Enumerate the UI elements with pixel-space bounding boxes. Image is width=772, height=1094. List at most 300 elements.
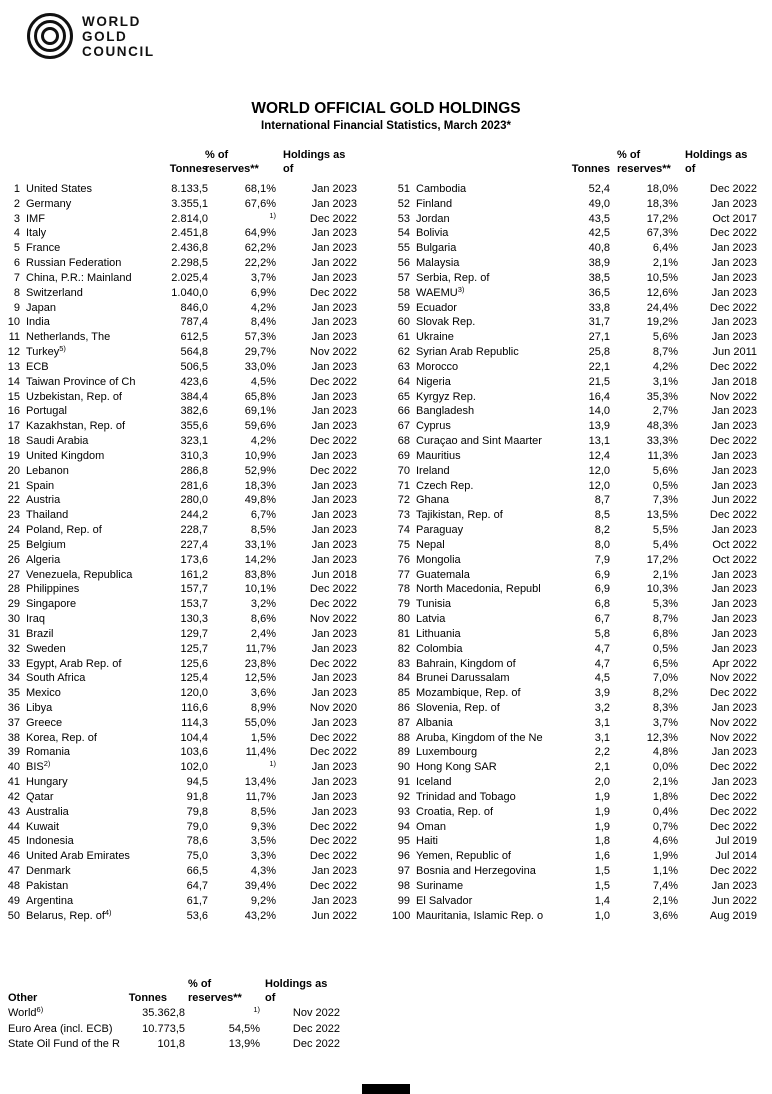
table-row [392, 879, 757, 894]
country-name: Guatemala [416, 568, 470, 581]
table-row [392, 731, 757, 746]
footnote-marker: 1) [253, 1005, 260, 1014]
country-name: Mongolia [416, 553, 461, 566]
rank-cell: 69 [397, 449, 410, 462]
table-row [392, 360, 757, 375]
tonnes-value: 5,8 [594, 627, 610, 640]
pct-header-line2: reserves** [617, 163, 671, 175]
tonnes-value: 35.362,8 [142, 1007, 185, 1019]
asof-value: Dec 2022 [309, 435, 357, 448]
other-col-header-pct [188, 977, 242, 1005]
table-row [392, 716, 757, 731]
pct-reserves-value: 83,8% [244, 568, 276, 581]
asof-value: Jan 2023 [311, 271, 357, 284]
tonnes-value: 33,8 [588, 301, 610, 314]
table-row [392, 686, 757, 701]
table-row [392, 315, 757, 330]
pct-reserves-value: 18,3% [244, 479, 276, 492]
rank-cell: 25 [7, 538, 20, 551]
asof-value: Dec 2022 [309, 286, 357, 299]
asof-value: Jan 2023 [711, 642, 757, 655]
pct-reserves-value: 11,3% [647, 449, 678, 462]
tonnes-value: 104,4 [180, 731, 208, 744]
table-row [392, 182, 757, 197]
rank-cell: 27 [7, 568, 20, 581]
country-name: Netherlands, The [26, 331, 111, 344]
tonnes-value: 310,3 [180, 449, 208, 462]
asof-value: Jun 2022 [711, 494, 757, 507]
pct-reserves-value: 33,1% [244, 538, 276, 551]
asof-value: Jan 2023 [711, 879, 757, 892]
rank-cell: 62 [397, 346, 410, 359]
country-name: El Salvador [416, 894, 473, 907]
country-name: Spain [26, 479, 55, 492]
table-row [392, 197, 757, 212]
tonnes-value: 3,2 [594, 701, 610, 714]
rank-cell: 64 [397, 375, 410, 388]
table-row [392, 256, 757, 271]
rank-cell: 9 [13, 301, 20, 314]
country-name: Aruba, Kingdom of the Ne [416, 731, 543, 744]
tonnes-value: 94,5 [186, 776, 208, 789]
country-name: Algeria [26, 553, 61, 566]
pct-reserves-value: 55,0% [244, 716, 276, 729]
pct-reserves-value: 3,2% [250, 598, 276, 611]
pct-reserves-value: 6,8% [652, 627, 678, 640]
rank-cell: 56 [397, 257, 410, 270]
tonnes-value: 8,0 [594, 538, 610, 551]
table-row [4, 197, 357, 212]
asof-value: Dec 2022 [292, 1022, 340, 1035]
pct-reserves-value: 67,6% [244, 197, 276, 210]
country-name: ECB [26, 360, 49, 373]
pct-reserves-value: 11,7% [245, 790, 276, 803]
table-row [392, 820, 757, 835]
asof-value: Jan 2023 [711, 271, 757, 284]
country-name: Kazakhstan, Rep. of [26, 420, 126, 433]
country-name: BIS$^{2)}$ [26, 760, 51, 774]
asof-value: Jan 2023 [311, 449, 357, 462]
tonnes-value: 228,7 [180, 524, 208, 537]
asof-value: Nov 2022 [709, 672, 757, 685]
asof-value: Jan 2023 [311, 494, 357, 507]
rank-cell: 52 [397, 197, 410, 210]
tonnes-value: 103,6 [180, 746, 208, 759]
country-name: Morocco [416, 360, 459, 373]
table-row [392, 790, 757, 805]
asof-value: Jan 2023 [311, 761, 357, 774]
col-header-pct-left [205, 148, 259, 176]
rank-cell: 50 [7, 909, 20, 922]
table-row [4, 226, 357, 241]
country-name: Belarus, Rep. of$^{4)}$ [26, 908, 112, 922]
tonnes-value: 1,9 [594, 805, 610, 818]
table-row [392, 849, 757, 864]
asof-value: Jan 2023 [311, 316, 357, 329]
pct-reserves-value: 13,9% [228, 1038, 260, 1051]
rank-cell: 51 [397, 183, 410, 195]
asof-value: Jan 2023 [311, 865, 357, 878]
table-row [4, 597, 357, 612]
tonnes-value: 101,8 [157, 1038, 185, 1051]
asof-header-line1: Holdings as [685, 149, 748, 161]
rank-cell: 39 [7, 746, 20, 759]
pct-reserves-value: 23,8% [244, 657, 276, 670]
tonnes-value: 384,4 [180, 390, 208, 403]
table-row [4, 760, 357, 775]
tonnes-value: 382,6 [180, 405, 208, 418]
country-name: Germany [26, 197, 72, 210]
tonnes-value: 129,7 [180, 627, 208, 640]
rank-cell: 82 [397, 642, 410, 655]
pct-reserves-value: 8,7% [652, 613, 678, 626]
asof-value: Dec 2022 [709, 435, 757, 448]
asof-value: Dec 2022 [309, 583, 357, 596]
tonnes-value: 281,6 [180, 479, 208, 492]
table-row [392, 286, 757, 301]
rank-cell: 65 [397, 390, 410, 403]
country-name: Syrian Arab Republic [416, 346, 519, 359]
country-name: Mexico [26, 687, 61, 700]
country-name: Poland, Rep. of [26, 524, 102, 537]
asof-value: Jan 2023 [311, 197, 357, 210]
pct-reserves-value: 4,5% [250, 375, 276, 388]
asof-value: Jun 2018 [311, 568, 357, 581]
tonnes-value: 31,7 [588, 316, 610, 329]
pct-reserves-value: 8,2% [652, 687, 678, 700]
pct-reserves-value: 33,0% [244, 360, 276, 373]
other-section-label: Other [8, 992, 38, 1004]
rank-cell: 54 [397, 227, 410, 240]
rank-cell: 11 [8, 331, 20, 344]
rank-cell: 28 [7, 583, 20, 596]
asof-value: Dec 2022 [309, 879, 357, 892]
rank-cell: 20 [7, 464, 20, 477]
footnote-marker: 5) [59, 345, 66, 354]
page-indicator-bar [362, 1084, 410, 1094]
country-name: Switzerland [26, 286, 83, 299]
other-col-header-asof [265, 977, 327, 1005]
tonnes-value: 49,0 [588, 197, 610, 210]
pct-reserves-value: 35,3% [646, 390, 678, 403]
tonnes-value: 10.773,5 [142, 1022, 185, 1035]
asof-value: Jan 2023 [311, 805, 357, 818]
pct-header-line2: reserves** [188, 992, 242, 1004]
table-row [4, 657, 357, 672]
asof-value: Dec 2022 [309, 731, 357, 744]
world-gold-council-logo [27, 13, 155, 59]
rank-cell: 80 [397, 613, 410, 626]
pct-reserves-value: 67,3% [646, 227, 678, 240]
tonnes-value: 3,1 [594, 716, 610, 729]
asof-header-line1: Holdings as [265, 978, 328, 990]
table-row [4, 493, 357, 508]
table-row [392, 493, 757, 508]
country-name: Suriname [416, 879, 464, 892]
asof-value: Nov 2022 [709, 390, 757, 403]
table-row [392, 582, 757, 597]
country-name: Iceland [416, 776, 452, 789]
country-name: Bahrain, Kingdom of [416, 657, 516, 670]
page-title: WORLD OFFICIAL GOLD HOLDINGS [251, 100, 521, 117]
tonnes-value: 3,1 [594, 731, 610, 744]
country-name: North Macedonia, Republ [416, 583, 541, 596]
pct-reserves-value: 17,2% [646, 212, 678, 225]
asof-value: Jan 2023 [711, 464, 757, 477]
asof-value: Jan 2023 [711, 598, 757, 611]
rank-cell: 87 [397, 716, 410, 729]
pct-reserves-value: 0,0% [652, 761, 678, 774]
pct-reserves-value [208, 212, 276, 227]
country-name: Ecuador [416, 301, 457, 314]
tonnes-value: 21,5 [588, 375, 610, 388]
pct-reserves-value: 68,1% [244, 183, 276, 195]
country-name: Bolivia [416, 227, 449, 240]
asof-value: Jan 2023 [711, 286, 757, 299]
country-name: Cyprus [416, 420, 451, 433]
rank-cell: 45 [7, 835, 20, 848]
country-name: Pakistan [26, 879, 69, 892]
wgc-rings-icon [27, 13, 73, 59]
tonnes-value: 3.355,1 [171, 197, 208, 210]
logo-line-2: GOLD [82, 28, 128, 44]
asof-value: Dec 2022 [309, 835, 357, 848]
asof-value: Jan 2023 [311, 524, 357, 537]
country-name: Trinidad and Tobago [416, 790, 516, 803]
table-row [4, 909, 357, 924]
country-name: Hungary [26, 776, 68, 789]
rank-cell: 59 [397, 301, 410, 314]
footnote-marker: 1) [269, 759, 276, 769]
asof-value: Jan 2023 [711, 627, 757, 640]
rank-cell: 60 [397, 316, 410, 329]
rank-cell: 79 [397, 598, 410, 611]
table-row [8, 1022, 340, 1038]
asof-value: Jan 2023 [311, 227, 357, 240]
asof-value: Dec 2022 [709, 865, 757, 878]
table-row [4, 538, 357, 553]
pct-reserves-value: 12,3% [646, 731, 678, 744]
tonnes-value: 125,7 [180, 642, 208, 655]
rank-cell: 48 [7, 879, 20, 892]
country-name: Ireland [416, 464, 450, 477]
table-row [4, 434, 357, 449]
rank-cell: 100 [392, 909, 411, 922]
col-header-asof-left [283, 148, 345, 176]
table-row [4, 701, 357, 716]
asof-value: Jan 2023 [311, 687, 357, 700]
table-row [4, 271, 357, 286]
rank-cell: 41 [7, 776, 20, 789]
country-name: Australia [26, 805, 69, 818]
rank-cell: 18 [7, 435, 20, 448]
tonnes-value: 6,9 [594, 583, 610, 596]
asof-value: Nov 2022 [309, 346, 357, 359]
logo-line-3: COUNCIL [82, 43, 155, 59]
asof-value: Jan 2023 [711, 331, 757, 344]
asof-value: Jan 2023 [711, 524, 757, 537]
country-name: South Africa [26, 672, 86, 685]
asof-value: Nov 2020 [309, 701, 357, 714]
tonnes-value: 153,7 [180, 598, 208, 611]
table-row [4, 315, 357, 330]
rank-cell: 3 [13, 212, 20, 225]
pct-reserves-value: 48,3% [646, 420, 678, 433]
pct-reserves-value: 2,7% [652, 405, 678, 418]
tonnes-value: 14,0 [588, 405, 610, 418]
tonnes-value: 2.814,0 [171, 212, 208, 225]
table-row [4, 479, 357, 494]
rank-cell: 37 [7, 716, 20, 729]
asof-value: Oct 2022 [712, 553, 757, 566]
tonnes-value: 40,8 [588, 242, 610, 255]
country-name: India [26, 316, 50, 329]
holdings-table-left [4, 182, 357, 923]
asof-value: Jan 2023 [311, 479, 357, 492]
table-row [4, 879, 357, 894]
pct-reserves-value: 8,6% [250, 613, 276, 626]
logo-line-1: WORLD [82, 13, 141, 29]
tonnes-value: 846,0 [180, 301, 208, 314]
country-name: Nigeria [416, 375, 451, 388]
tonnes-value: 280,0 [180, 494, 208, 507]
rank-cell: 4 [13, 227, 20, 240]
tonnes-value: 13,1 [588, 435, 610, 448]
col-header-pct-right [617, 148, 671, 176]
pct-reserves-value: 49,8% [244, 494, 276, 507]
asof-value: Jan 2023 [711, 479, 757, 492]
asof-value: Nov 2022 [709, 731, 757, 744]
asof-value: Dec 2022 [309, 212, 357, 225]
country-name: Luxembourg [416, 746, 478, 759]
country-name: Italy [26, 227, 47, 240]
rank-cell: 74 [397, 524, 410, 537]
rank-cell: 17 [7, 420, 20, 433]
country-name: United Kingdom [26, 449, 105, 462]
tonnes-value: 53,6 [186, 909, 208, 922]
pct-reserves-value: 17,2% [646, 553, 678, 566]
tonnes-value: 8.133,5 [171, 183, 208, 195]
asof-value: Dec 2022 [309, 464, 357, 477]
asof-value: Jun 2011 [712, 346, 757, 359]
pct-reserves-value: 69,1% [244, 405, 276, 418]
asof-value: Jan 2023 [311, 642, 357, 655]
asof-value: Jan 2023 [711, 316, 757, 329]
country-name: Taiwan Province of Ch [26, 375, 136, 388]
rank-cell: 24 [7, 524, 20, 537]
rank-cell: 58 [397, 286, 410, 299]
rank-cell: 35 [7, 687, 20, 700]
table-row [392, 508, 757, 523]
table-row [392, 568, 757, 583]
pct-reserves-value [208, 760, 276, 775]
country-name: Tajikistan, Rep. of [416, 509, 503, 522]
asof-value: Jan 2023 [311, 538, 357, 551]
tonnes-value: 130,3 [180, 613, 208, 626]
footnote-marker: 2) [43, 760, 51, 769]
asof-value: Dec 2022 [292, 1038, 340, 1051]
country-name: Greece [26, 716, 63, 729]
rank-cell: 44 [7, 820, 20, 833]
pct-reserves-value: 4,2% [250, 435, 276, 448]
asof-value: Jan 2023 [711, 568, 757, 581]
rank-cell: 99 [397, 894, 410, 907]
table-row [4, 775, 357, 790]
country-name: Malaysia [416, 257, 460, 270]
tonnes-value: 2.025,4 [171, 271, 208, 284]
table-row [4, 523, 357, 538]
rank-cell: 13 [7, 360, 20, 373]
table-row [4, 553, 357, 568]
country-name: Indonesia [26, 835, 74, 848]
country-name: Curaçao and Sint Maarter [416, 435, 542, 448]
pct-reserves-value: 18,3% [646, 197, 678, 210]
table-row [392, 553, 757, 568]
rank-cell: 85 [397, 687, 410, 700]
rank-cell: 38 [7, 731, 20, 744]
table-row [4, 286, 357, 301]
country-name: Slovak Rep. [416, 316, 476, 329]
table-row [4, 390, 357, 405]
pct-reserves-value: 14,2% [244, 553, 276, 566]
tonnes-value: 64,7 [186, 879, 208, 892]
table-row [4, 345, 357, 360]
tonnes-value: 1,5 [594, 879, 610, 892]
country-name: Bulgaria [416, 242, 457, 255]
country-name: Hong Kong SAR [416, 761, 497, 774]
rank-cell: 78 [397, 583, 410, 596]
table-row [392, 894, 757, 909]
table-row [4, 627, 357, 642]
asof-value: Aug 2019 [709, 909, 757, 922]
pct-reserves-value: 7,4% [652, 879, 678, 892]
pct-header-line1: % of [617, 149, 641, 161]
footnote-marker: 6) [36, 1006, 44, 1014]
rank-cell: 19 [7, 449, 20, 462]
pct-reserves-value: 11,4% [245, 746, 276, 759]
country-name: Thailand [26, 509, 69, 522]
pct-reserves-value: 6,9% [250, 286, 276, 299]
rank-cell: 94 [397, 820, 410, 833]
country-name: China, P.R.: Mainland [26, 271, 132, 284]
rank-cell: 5 [13, 242, 20, 255]
country-name: Albania [416, 716, 453, 729]
rank-cell: 92 [397, 790, 410, 803]
pct-reserves-value: 6,5% [652, 657, 678, 670]
tonnes-value: 13,9 [588, 420, 610, 433]
tonnes-value: 116,6 [181, 701, 208, 714]
tonnes-value: 787,4 [180, 316, 208, 329]
table-row [392, 419, 757, 434]
rank-cell: 30 [7, 613, 20, 626]
asof-value: Dec 2022 [709, 301, 757, 314]
rank-cell: 33 [7, 657, 20, 670]
table-row [392, 909, 757, 924]
pct-reserves-value: 8,3% [652, 701, 678, 714]
country-name: United States [26, 183, 93, 195]
pct-reserves-value: 5,6% [652, 464, 678, 477]
pct-reserves-value: 0,4% [652, 805, 678, 818]
country-name: Philippines [26, 583, 80, 596]
asof-value: Jun 2022 [711, 894, 757, 907]
country-name: United Arab Emirates [26, 850, 130, 863]
asof-value: Jan 2023 [311, 672, 357, 685]
country-name: Cambodia [416, 183, 467, 195]
country-name: Portugal [26, 405, 67, 418]
asof-value: Jan 2023 [711, 449, 757, 462]
rank-cell: 15 [7, 390, 20, 403]
country-name: Czech Rep. [416, 479, 474, 492]
